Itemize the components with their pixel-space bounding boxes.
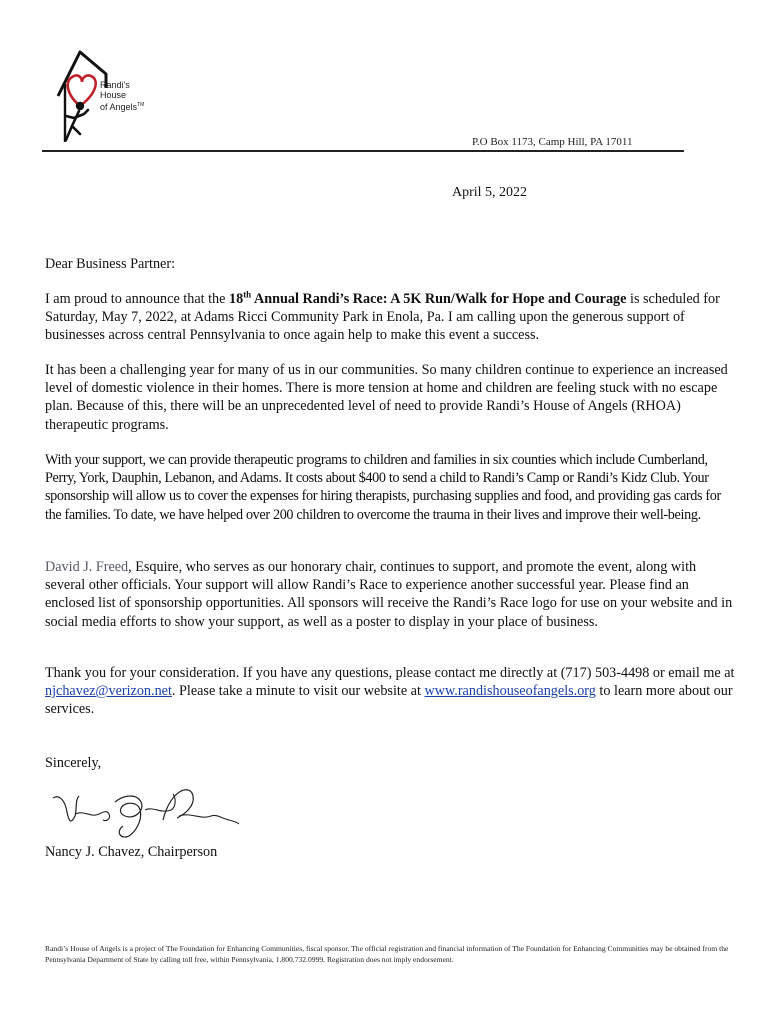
event-name: Annual Randi’s Race: A 5K Run/Walk for Hope and Courage <box>251 291 627 307</box>
header-address: P.O Box 1173, Camp Hill, PA 17011 <box>472 136 633 148</box>
figure-body-icon <box>66 110 88 140</box>
p1-rest: is scheduled for Saturday, May 7, 2022, at Adams Ricci Community Park in Enola, Pa. I am calling upon the generous support of businesses across central Pennsylvania to once again help to make this event a success. <box>45 291 720 344</box>
header-divider <box>42 150 684 152</box>
p1-intro: I am proud to announce that the <box>45 291 229 307</box>
paragraph-honorary-chair <box>45 558 735 631</box>
website-link[interactable]: www.randishouseofangels.org <box>424 683 596 700</box>
event-number-suffix: th <box>243 289 252 300</box>
footer-disclaimer: Randi’s House of Angels is a project of The Foundation for Enhancing Communities, fiscal sponsor. The official registration and financial information of The Foundation for Enhancing Communities may be obtained from the Pennsylvania Department of State by calling toll free, within Pennsylvania, 1.800.732.0999. Registration does not imply endorsement. <box>45 944 729 964</box>
event-number: 18 <box>229 291 244 307</box>
p4-rest: , Esquire, who serves as our honorary chair, continues to support, and promote the event, along with several other officials. Your support will allow Randi’s Race to experience another successful year. Please find an enclosed list of sponsorship opportunities. All sponsors will receive the Randi’s Race logo for use on your website and in social media efforts to show your support, as well as a poster to display in your place of business. <box>45 559 733 630</box>
email-link[interactable]: njchavez@verizon.net <box>45 683 172 700</box>
signer-name: Nancy J. Chavez, Chairperson <box>45 844 218 860</box>
heart-icon <box>68 75 96 106</box>
salutation: Dear Business Partner: <box>45 256 176 272</box>
logo-line-3-text: of Angels <box>100 102 138 112</box>
p5-part1: Thank you for your consideration. If you have any questions, please contact me directly at (717) 503-4498 or email me at <box>45 665 735 681</box>
handwritten-signature <box>45 780 245 846</box>
event-title <box>229 291 626 307</box>
paragraph-programs: With your support, we can provide therapeutic programs to children and families in six counties which include Cumberland, Perry, York, Dauphin, Lebanon, and Adams. It costs about $400 to send a child to Randi’s Camp or Randi’s Kidz Club. Your sponsorship will allow us to cover the expenses for hiring therapists, purchasing supplies and food, and providing gas cards for the families. To date, we have helped over 200 children to overcome the trauma in their lives and improve their well-being. <box>45 452 721 523</box>
paragraph-challenges: It has been a challenging year for many of us in our communities. So many children continue to experience an increased level of domestic violence in their homes. There is more tension at home and children are feeling stuck with no escape plan. Because of this, there will be an unprecedented level of need to provide Randi’s House of Angels (RHOA) therapeutic programs. <box>45 362 728 433</box>
logo-line-1: Randi's <box>100 80 130 90</box>
logo-line-2: House <box>100 90 127 100</box>
figure-head-icon <box>76 102 84 110</box>
paragraph-announcement <box>45 290 735 345</box>
logo-line-3 <box>100 100 144 112</box>
logo-wordmark <box>100 80 144 112</box>
chair-name: David J. Freed <box>45 559 129 575</box>
letter-date: April 5, 2022 <box>452 185 528 200</box>
paragraph-contact <box>45 664 735 719</box>
p5-part3: to learn more about our services. <box>45 683 733 718</box>
closing: Sincerely, <box>45 755 102 771</box>
p5-part2: . Please take a minute to visit our website at <box>171 683 425 700</box>
trademark-mark: TM <box>137 102 145 108</box>
